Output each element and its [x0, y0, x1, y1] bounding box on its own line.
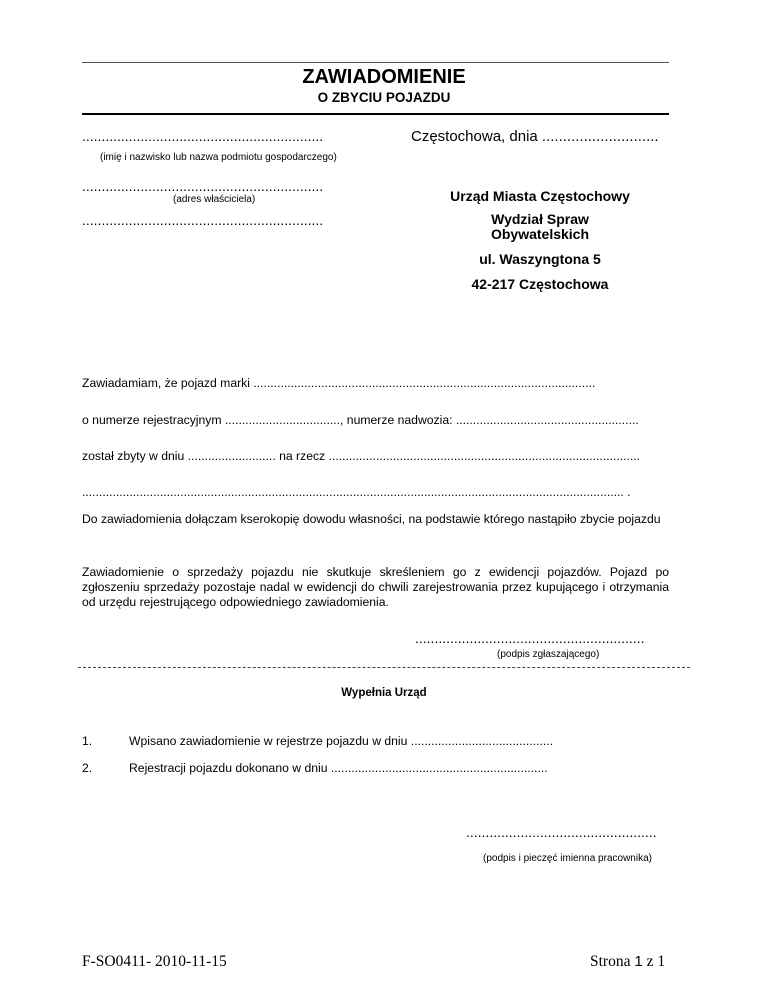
- office-heading: Wypełnia Urząd: [341, 687, 427, 699]
- employee-signature-line[interactable]: .................................................: [466, 824, 657, 840]
- sender-address-line-1[interactable]: ..............................................................: [82, 178, 324, 194]
- recipient-line-1: Urząd Miasta Częstochowy: [450, 188, 630, 204]
- sender-name-line[interactable]: ..............................................................: [82, 128, 324, 144]
- form-code: F-SO0411- 2010-11-15: [82, 953, 227, 970]
- page-label: Strona: [590, 953, 631, 970]
- sender-name-caption: (imię i nazwisko lub nazwa podmiotu gospodarczego): [100, 152, 337, 163]
- document-title: ZAWIADOMIENIE: [302, 66, 466, 88]
- vehicle-make-field[interactable]: Zawiadamiam, że pojazd marki .....................................................................................................: [82, 376, 596, 390]
- document-subtitle: O ZBYCIU POJAZDU: [317, 90, 451, 105]
- header-rule: [82, 113, 669, 115]
- office-item-1-number: 1.: [82, 734, 93, 748]
- office-item-2-text[interactable]: Rejestracji pojazdu dokonano w dniu ................................................................: [129, 761, 548, 775]
- recipient-line-3: Obywatelskich: [490, 226, 590, 242]
- sender-address-caption: (adres właściciela): [173, 194, 256, 205]
- top-rule: [82, 62, 669, 63]
- page-separator: z: [646, 953, 654, 970]
- sale-date-buyer-field[interactable]: został zbyty w dniu .......................... na rzecz ............................................................................................: [82, 449, 641, 463]
- applicant-signature-caption: (podpis zgłaszającego): [497, 649, 600, 660]
- place-date: Częstochowa, dnia ............................: [411, 128, 659, 145]
- attachment-statement: Do zawiadomienia dołączam kserokopię dowodu własności, na podstawie którego nastąpiło zbycie pojazdu: [82, 512, 661, 526]
- sender-address-line-2[interactable]: ..............................................................: [82, 212, 324, 228]
- office-item-2-number: 2.: [82, 761, 93, 775]
- page-current: 1: [634, 953, 643, 970]
- cut-line: [78, 667, 690, 668]
- recipient-line-5: 42-217 Częstochowa: [471, 276, 609, 292]
- applicant-signature-line[interactable]: ...........................................................: [415, 630, 645, 646]
- office-item-1-text[interactable]: Wpisano zawiadomienie w rejestrze pojazdu w dniu ..........................................: [129, 734, 554, 748]
- recipient-line-2: Wydział Spraw: [491, 211, 589, 227]
- buyer-continuation-field[interactable]: ................................................................................................................................................................ .: [82, 485, 631, 499]
- legal-notice: Zawiadomienie o sprzedaży pojazdu nie skutkuje skreśleniem go z ewidencji pojazdów. Pojazd po zgłoszeniu sprzedaży pozostaje nadal w ewidencji do chwili zarejestrowania przez kupującego i otrzymania od urzędu rejestrującego odpowiedniego zawiadomienia.: [82, 565, 669, 609]
- recipient-line-4: ul. Waszyngtona 5: [479, 251, 601, 267]
- page-total: 1: [657, 953, 666, 970]
- employee-signature-caption: (podpis i pieczęć imienna pracownika): [483, 853, 652, 864]
- registration-vin-field[interactable]: o numerze rejestracyjnym .................................., numerze nadwozia: ......................................................: [82, 413, 639, 427]
- page-number: [590, 953, 665, 971]
